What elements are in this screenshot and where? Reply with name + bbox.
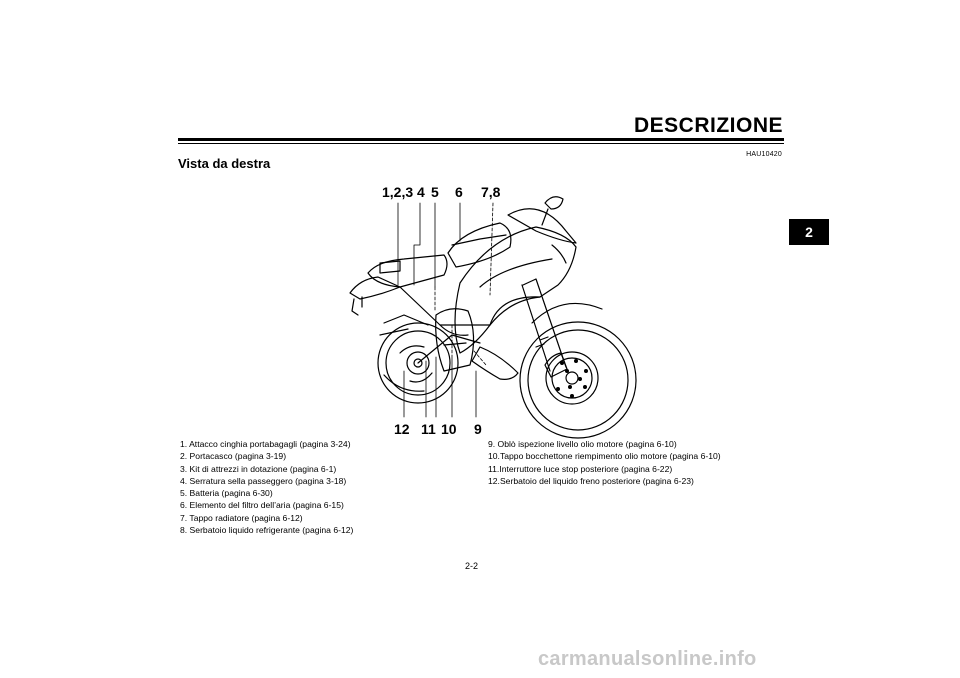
callout-6: 6	[455, 184, 463, 200]
page-subtitle: Vista da destra	[178, 156, 271, 171]
legend-item-9: 9. Oblò ispezione livello olio motore (pagina 6-10)	[488, 439, 677, 449]
callout-9: 9	[474, 421, 482, 437]
callout-10: 10	[441, 421, 457, 437]
callout-7-8: 7,8	[481, 184, 501, 200]
header-rule-thin	[178, 143, 784, 144]
legend-item-2: 2. Portacasco (pagina 3-19)	[180, 451, 287, 462]
legend-item-3: 3. Kit di attrezzi in dotazione (pagina 6-1)	[180, 463, 337, 474]
legend-item-12: 12.Serbatoio del liquido freno posteriore (pagina 6-23)	[488, 475, 694, 486]
legend-item-11: 11.Interruttore luce stop posteriore (pagina 6-22)	[488, 463, 673, 474]
header-rule	[178, 138, 784, 141]
front-wheel-icon	[520, 322, 636, 438]
callout-11: 11	[421, 421, 436, 437]
callout-1-2-3: 1,2,3	[382, 184, 414, 200]
legend-item-7: 7. Tappo radiatore (pagina 6-12)	[180, 512, 303, 523]
legend-right	[488, 438, 721, 487]
callout-12: 12	[394, 421, 410, 437]
callout-5: 5	[431, 184, 439, 200]
legend-item-4: 4. Serratura sella passeggero (pagina 3-18)	[180, 475, 347, 486]
watermark[interactable]: carmanualsonline.info	[538, 648, 757, 670]
legend-item-8: 8. Serbatoio liquido refrigerante (pagina 6-12)	[180, 525, 354, 536]
legend-left	[180, 438, 353, 536]
legend-item-1: 1. Attacco cinghia portabagagli (pagina 3-24)	[180, 439, 351, 449]
chapter-tab[interactable]: 2	[789, 219, 829, 245]
legend-item-10: 10.Tappo bocchettone riempimento olio motore (pagina 6-10)	[488, 451, 721, 462]
legend-item-5: 5. Batteria (pagina 6-30)	[180, 488, 273, 499]
motorcycle-illustration	[340, 175, 640, 440]
legend-item-6: 6. Elemento del filtro dell’aria (pagina 6-15)	[180, 500, 344, 511]
page-number: 2-2	[465, 561, 479, 571]
callout-4: 4	[417, 184, 425, 200]
section-title: DESCRIZIONE	[633, 114, 783, 137]
document-code: HAU10420	[746, 151, 782, 158]
